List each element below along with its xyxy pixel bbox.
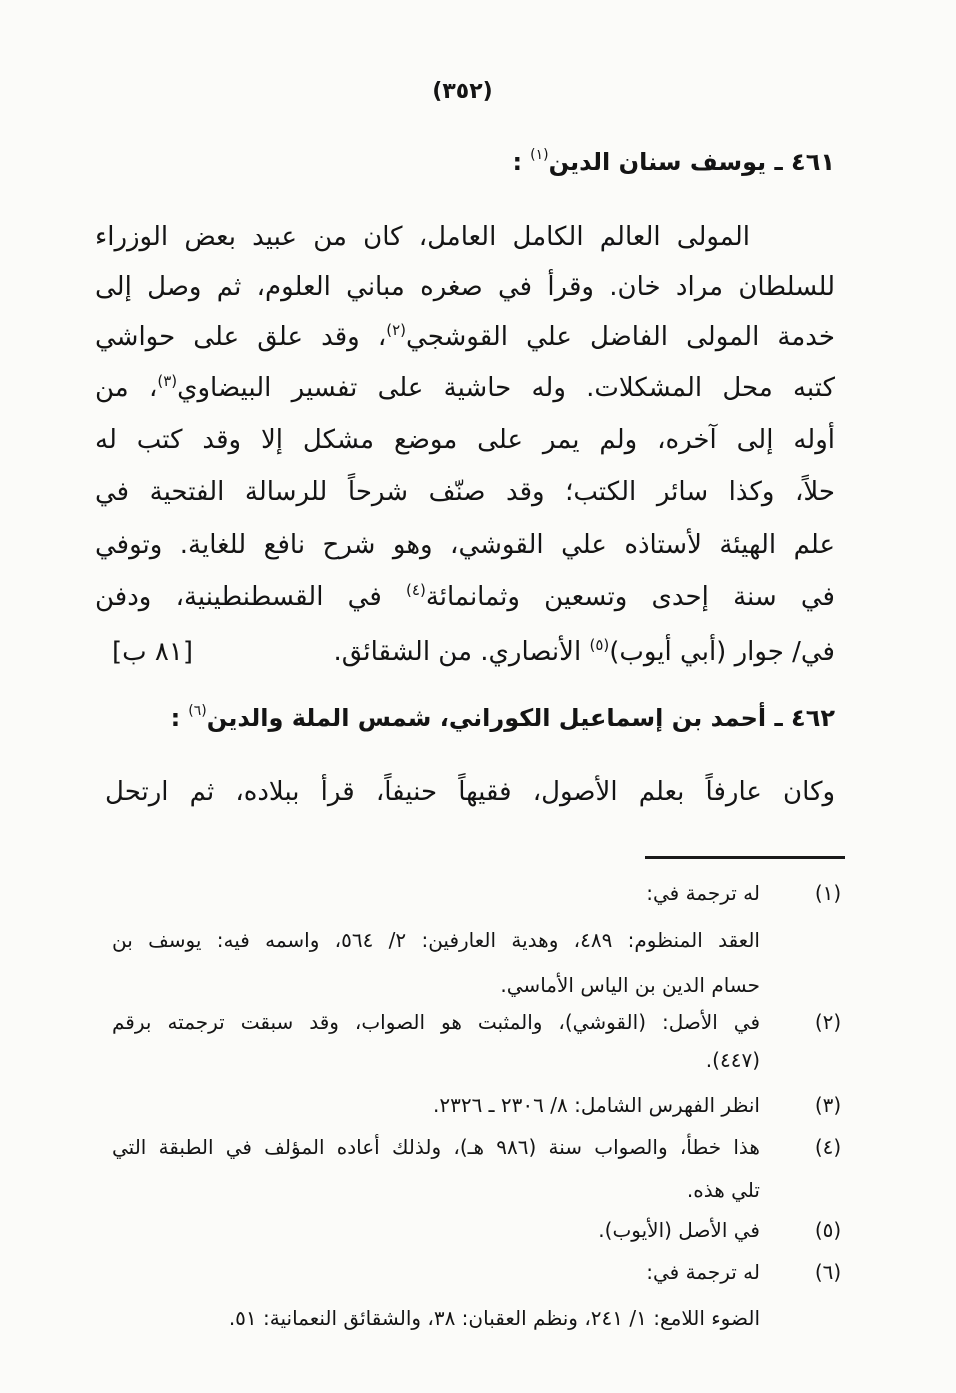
footnote-number: (٢) xyxy=(814,1010,842,1034)
body-text: الأنصاري. من الشقائق. xyxy=(333,637,590,667)
footnote-reference: (١) xyxy=(530,147,549,163)
body-line: للسلطان مراد خان. وقرأ في صغره مباني العلوم، ثم وصل إلى xyxy=(95,272,835,302)
body-text: ، من xyxy=(95,373,158,403)
entry-heading xyxy=(512,142,835,182)
page-number: (٣٥٢) xyxy=(432,79,493,104)
footnote-line: هذا خطأ، والصواب سنة (٩٨٦ هـ)، ولذلك أعاده المؤلف في الطبقة التي xyxy=(112,1135,760,1159)
footnote-line: (٤٤٧). xyxy=(705,1048,760,1072)
body-text: في القسطنطينية، ودفن xyxy=(95,582,407,612)
footnote-reference: (٦) xyxy=(188,703,207,719)
body-line: أوله إلى آخره، ولم يمر على موضع مشكل إلا وقد كتب له xyxy=(95,425,835,455)
body-line xyxy=(95,312,835,362)
body-line xyxy=(95,572,835,622)
footnote-line: له ترجمة في: xyxy=(646,881,760,905)
footnote-line: تلي هذه. xyxy=(686,1178,760,1202)
footnote-reference: (٤) xyxy=(406,581,426,599)
body-line: حلاً، وكذا سائر الكتب؛ وقد صنّف شرحاً للرسالة الفتحية في xyxy=(95,477,835,507)
body-text: كتبه محل المشكلات. وله حاشية على تفسير البيضاوي xyxy=(177,373,835,403)
footnote-number: (١) xyxy=(814,881,842,905)
footnote-line: في الأصل (الأيوب). xyxy=(598,1218,760,1242)
footnote-reference: (٣) xyxy=(157,372,178,390)
footnote-line: انظر الفهرس الشامل: ٨/ ٢٣٠٦ ـ ٢٣٢٦. xyxy=(433,1093,760,1117)
footnote-number: (٦) xyxy=(814,1260,842,1284)
footnote-line: حسام الدين بن الياس الأماسي. xyxy=(500,973,760,997)
entry-heading xyxy=(171,698,835,738)
body-text: خدمة المولى الفاضل علي القوشجي xyxy=(406,322,835,352)
footnote-line: الضوء اللامع: ١/ ٢٤١، ونظم العقبان: ٣٨، والشقائق النعمانية: ٥١. xyxy=(228,1306,760,1330)
entry-heading-text: ٤٦٢ ـ أحمد بن إسماعيل الكوراني، شمس الملة والدين xyxy=(206,704,835,732)
footnote-separator xyxy=(645,856,845,859)
body-text: في/ جوار (أبي أيوب) xyxy=(609,637,835,667)
footnote-reference: (٥) xyxy=(589,636,610,654)
body-line: المولى العالم الكامل العامل، كان من عبيد بعض الوزراء xyxy=(95,222,750,252)
body-text: ، وقد علق على حواشي xyxy=(95,322,387,352)
footnote-number: (٤) xyxy=(814,1135,842,1159)
body-line: علم الهيئة لأستاذه علي القوشي، وهو شرح نافع للغاية. وتوفي xyxy=(95,530,835,560)
entry-heading-text: ٤٦١ ـ يوسف سنان الدين xyxy=(548,148,835,176)
body-line xyxy=(235,627,835,677)
footnote-number: (٥) xyxy=(814,1218,842,1242)
footnote-line: العقد المنظوم: ٤٨٩، وهدية العارفين: ٢/ ٥٦٤، واسمه فيه: يوسف بن xyxy=(112,928,760,952)
footnote-line: في الأصل: (القوشي)، والمثبت هو الصواب، وقد سبقت ترجمته برقم xyxy=(112,1010,760,1034)
folio-marker: [٨١ ب] xyxy=(112,637,193,667)
footnote-reference: (٢) xyxy=(386,321,407,339)
body-line xyxy=(95,363,835,413)
footnote-line: له ترجمة في: xyxy=(646,1260,760,1284)
footnote-number: (٣) xyxy=(814,1093,842,1117)
heading-colon: : xyxy=(512,148,523,176)
body-line: وكان عارفاً بعلم الأصول، فقيهاً حنيفاً، قرأ ببلاده، ثم ارتحل xyxy=(105,777,835,807)
heading-colon: : xyxy=(170,704,181,732)
body-text: في سنة إحدى وتسعين وثمانمائة xyxy=(425,582,835,612)
